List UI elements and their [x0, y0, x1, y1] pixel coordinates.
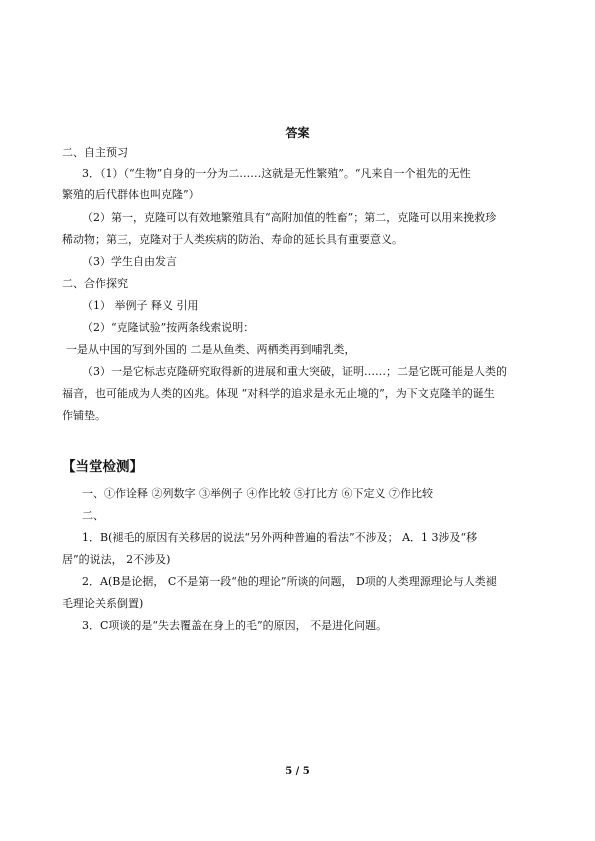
check-answer-1-line-1: 1．B(褪毛的原因有关移居的说法“另外两种普遍的看法”不涉及； A．1 3涉及“移 [82, 531, 478, 544]
check-part-2-label: 二、 [82, 509, 104, 522]
answer-3-2-line-1: （2）第一，克隆可以有效地繁殖具有“高附加值的牲畜”；第二，克隆可以用来挽救珍 [82, 211, 497, 224]
explore-item-3-line-3: 作铺垫。 [62, 409, 106, 422]
explore-item-3-line-1: （3）一是它标志克隆研究取得新的进展和重大突破，证明……；二是它既可能是人类的 [82, 365, 507, 378]
answer-3-line-2: 繁殖的后代群体也叫克隆”） [62, 188, 200, 201]
explore-item-2-detail: 一是从中国的写到外国的 二是从鱼类、两栖类再到哺乳类， [66, 343, 356, 356]
answer-3-3: （3）学生自由发言 [82, 255, 177, 268]
check-answer-2-line-1: 2．A(B是论据， C不是第一段“他的理论”所谈的问题， D项的人类理源理论与人类褪 [82, 575, 497, 588]
section-heading-check: 【当堂检测】 [62, 459, 143, 475]
check-part-1: 一、①作诠释 ②列数字 ③举例子 ④作比较 ⑤打比方 ⑥下定义 ⑦作比较 [82, 487, 433, 500]
page-number: 5 / 5 [285, 766, 310, 777]
answer-3-line-1: 3．（1）（“生物”自身的一分为二……这就是无性繁殖”。“凡来自一个祖先的无性 [82, 167, 471, 180]
explore-item-3-line-2: 福音，也可能成为人类的凶兆。体现 “对科学的追求是永无止境的”，为下文克隆羊的诞生 [62, 387, 495, 400]
page-title: 答案 [285, 126, 310, 140]
explore-item-1: （1） 举例子 释义 引用 [82, 299, 199, 312]
explore-item-2: （2）“克隆试验”按两条线索说明： [82, 321, 255, 334]
section-heading-preview: 二、自主预习 [62, 146, 128, 159]
check-answer-2-line-2: 毛理论关系倒置) [62, 597, 144, 610]
check-answer-3: 3．C项谈的是“失去覆盖在身上的毛”的原因， 不是进化问题。 [82, 619, 388, 632]
answer-3-2-line-2: 稀动物；第三，克隆对于人类疾病的防治、寿命的延长具有重要意义。 [62, 233, 403, 246]
check-answer-1-line-2: 居”的说法， 2不涉及) [62, 553, 171, 566]
section-heading-explore: 二、合作探究 [62, 277, 128, 290]
